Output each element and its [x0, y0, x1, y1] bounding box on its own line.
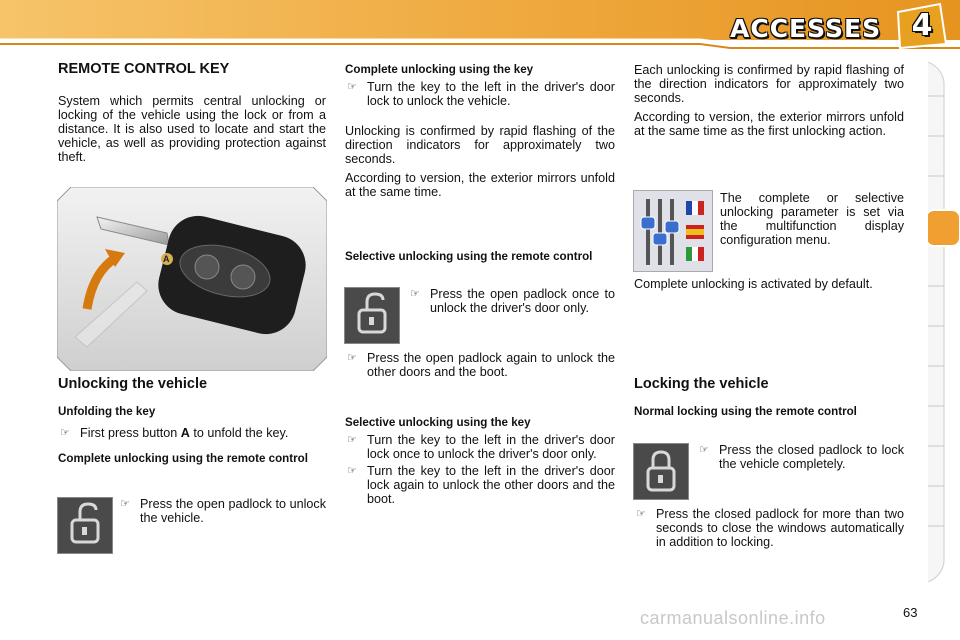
watermark: carmanualsonline.info: [640, 608, 826, 628]
pointing-hand-icon: ☞: [60, 426, 70, 439]
unfolding-heading: Unfolding the key: [58, 405, 156, 418]
default-text-wrap: [634, 277, 904, 291]
unfold-before: First press button: [80, 426, 181, 440]
selective-remote-bullet2: [345, 351, 615, 379]
configuration-menu-image: [633, 190, 713, 272]
closed-padlock-icon: [634, 444, 688, 499]
unlocking-heading: Unlocking the vehicle: [58, 376, 208, 392]
unfold-after: to unfold the key.: [189, 426, 289, 440]
chapter-title: ACCESSES: [730, 14, 882, 43]
locking-section: [634, 377, 904, 418]
open-padlock-icon: [345, 288, 399, 343]
chapter-number: 4: [911, 8, 933, 43]
complete-key-bullet: [345, 80, 615, 108]
selective-remote-section: [345, 250, 615, 263]
selective-key-text2: Turn the key to the left in the driver's door lock again to unlock the other doors and the boot.: [367, 464, 615, 506]
complete-remote-heading: Complete unlocking using the remote control: [58, 452, 308, 465]
open-padlock-icon: [58, 498, 112, 553]
settings-sliders-icon: [634, 191, 712, 271]
selective-remote-bullet2-wrap: [345, 351, 615, 379]
pointing-hand-icon: ☞: [347, 351, 357, 364]
closed-padlock-button-image: [633, 443, 689, 500]
middle-column: [345, 63, 615, 199]
left-column: [58, 62, 326, 164]
complete-remote-instruction: [118, 497, 326, 525]
selective-remote-text2: Press the open padlock again to unlock the other doors and the boot.: [367, 351, 615, 379]
hold-lock-text: Press the closed padlock for more than two seconds to close the windows automatically in addition to locking.: [656, 507, 904, 549]
complete-remote-text: Press the open padlock to unlock the vehicle.: [140, 497, 326, 525]
selective-key-text1: Turn the key to the left in the driver's door lock once to unlock the driver's door only.: [367, 433, 615, 461]
default-paragraph: Complete unlocking is activated by default.: [634, 277, 873, 291]
hold-lock-bullet-wrap: [634, 507, 904, 549]
normal-lock-heading: Normal locking using the remote control: [634, 405, 857, 418]
complete-key-text: Turn the key to the left in the driver's door lock to unlock the vehicle.: [367, 80, 615, 108]
selective-key-section: [345, 416, 615, 506]
pointing-hand-icon: ☞: [410, 287, 420, 300]
each-unlocking-paragraph: Each unlocking is confirmed by rapid flashing of the direction indicators for approximately two seconds.: [634, 63, 904, 105]
pointing-hand-icon: ☞: [347, 433, 357, 446]
button-a-label: A: [180, 426, 190, 440]
hold-lock-bullet: [634, 507, 904, 549]
left-column-lower: [58, 377, 326, 465]
selective-key-bullet2: [345, 464, 615, 506]
intro-paragraph: System which permits central unlocking or locking of the vehicle using the lock or from a distance. It is also used to locate and start the vehicle, as well as providing protection against theft.: [58, 94, 326, 164]
parameter-paragraph: The complete or selective unlocking parameter is set via the multifunction display configuration menu.: [720, 191, 904, 247]
open-padlock-button-image-2: [344, 287, 400, 344]
pointing-hand-icon: ☞: [120, 497, 130, 510]
section-title: REMOTE CONTROL KEY: [58, 61, 230, 77]
right-column: [634, 63, 904, 138]
normal-lock-bullet: [697, 443, 904, 471]
selective-remote-heading: Selective unlocking using the remote control: [345, 250, 593, 263]
pointing-hand-icon: ☞: [347, 464, 357, 477]
normal-lock-bullet-wrap: [697, 443, 904, 471]
selective-key-bullet1: [345, 433, 615, 461]
selective-remote-text1: Press the open padlock once to unlock the driver's door only.: [430, 287, 615, 315]
pointing-hand-icon: ☞: [636, 507, 646, 520]
selective-remote-bullet1-wrap: [408, 287, 615, 315]
parameter-text-wrap: [720, 191, 904, 247]
page-header: [0, 0, 960, 52]
complete-key-heading: Complete unlocking using the key: [345, 63, 534, 76]
locking-heading: Locking the vehicle: [634, 376, 769, 392]
key-button-label: A: [163, 254, 170, 264]
right-mirrors-paragraph: According to version, the exterior mirrors unfold at the same time as the first unlocking action.: [634, 110, 904, 138]
complete-remote-bullet: [118, 497, 326, 525]
open-padlock-button-image: [57, 497, 113, 554]
selective-remote-bullet1: [408, 287, 615, 315]
active-chapter-tab[interactable]: [928, 210, 960, 246]
pointing-hand-icon: ☞: [347, 80, 357, 93]
confirm-paragraph: Unlocking is confirmed by rapid flashing of the direction indicators for approximately two seconds.: [345, 124, 615, 166]
page-number: 63: [903, 605, 918, 620]
unfold-instruction: [58, 426, 326, 440]
normal-lock-text: Press the closed padlock to lock the vehicle completely.: [719, 443, 904, 471]
chapter-side-tabs: [928, 62, 960, 582]
selective-key-heading: Selective unlocking using the key: [345, 416, 531, 429]
mirrors-paragraph: According to version, the exterior mirrors unfold at the same time.: [345, 171, 615, 199]
pointing-hand-icon: ☞: [699, 443, 709, 456]
remote-key-illustration: [57, 187, 327, 371]
